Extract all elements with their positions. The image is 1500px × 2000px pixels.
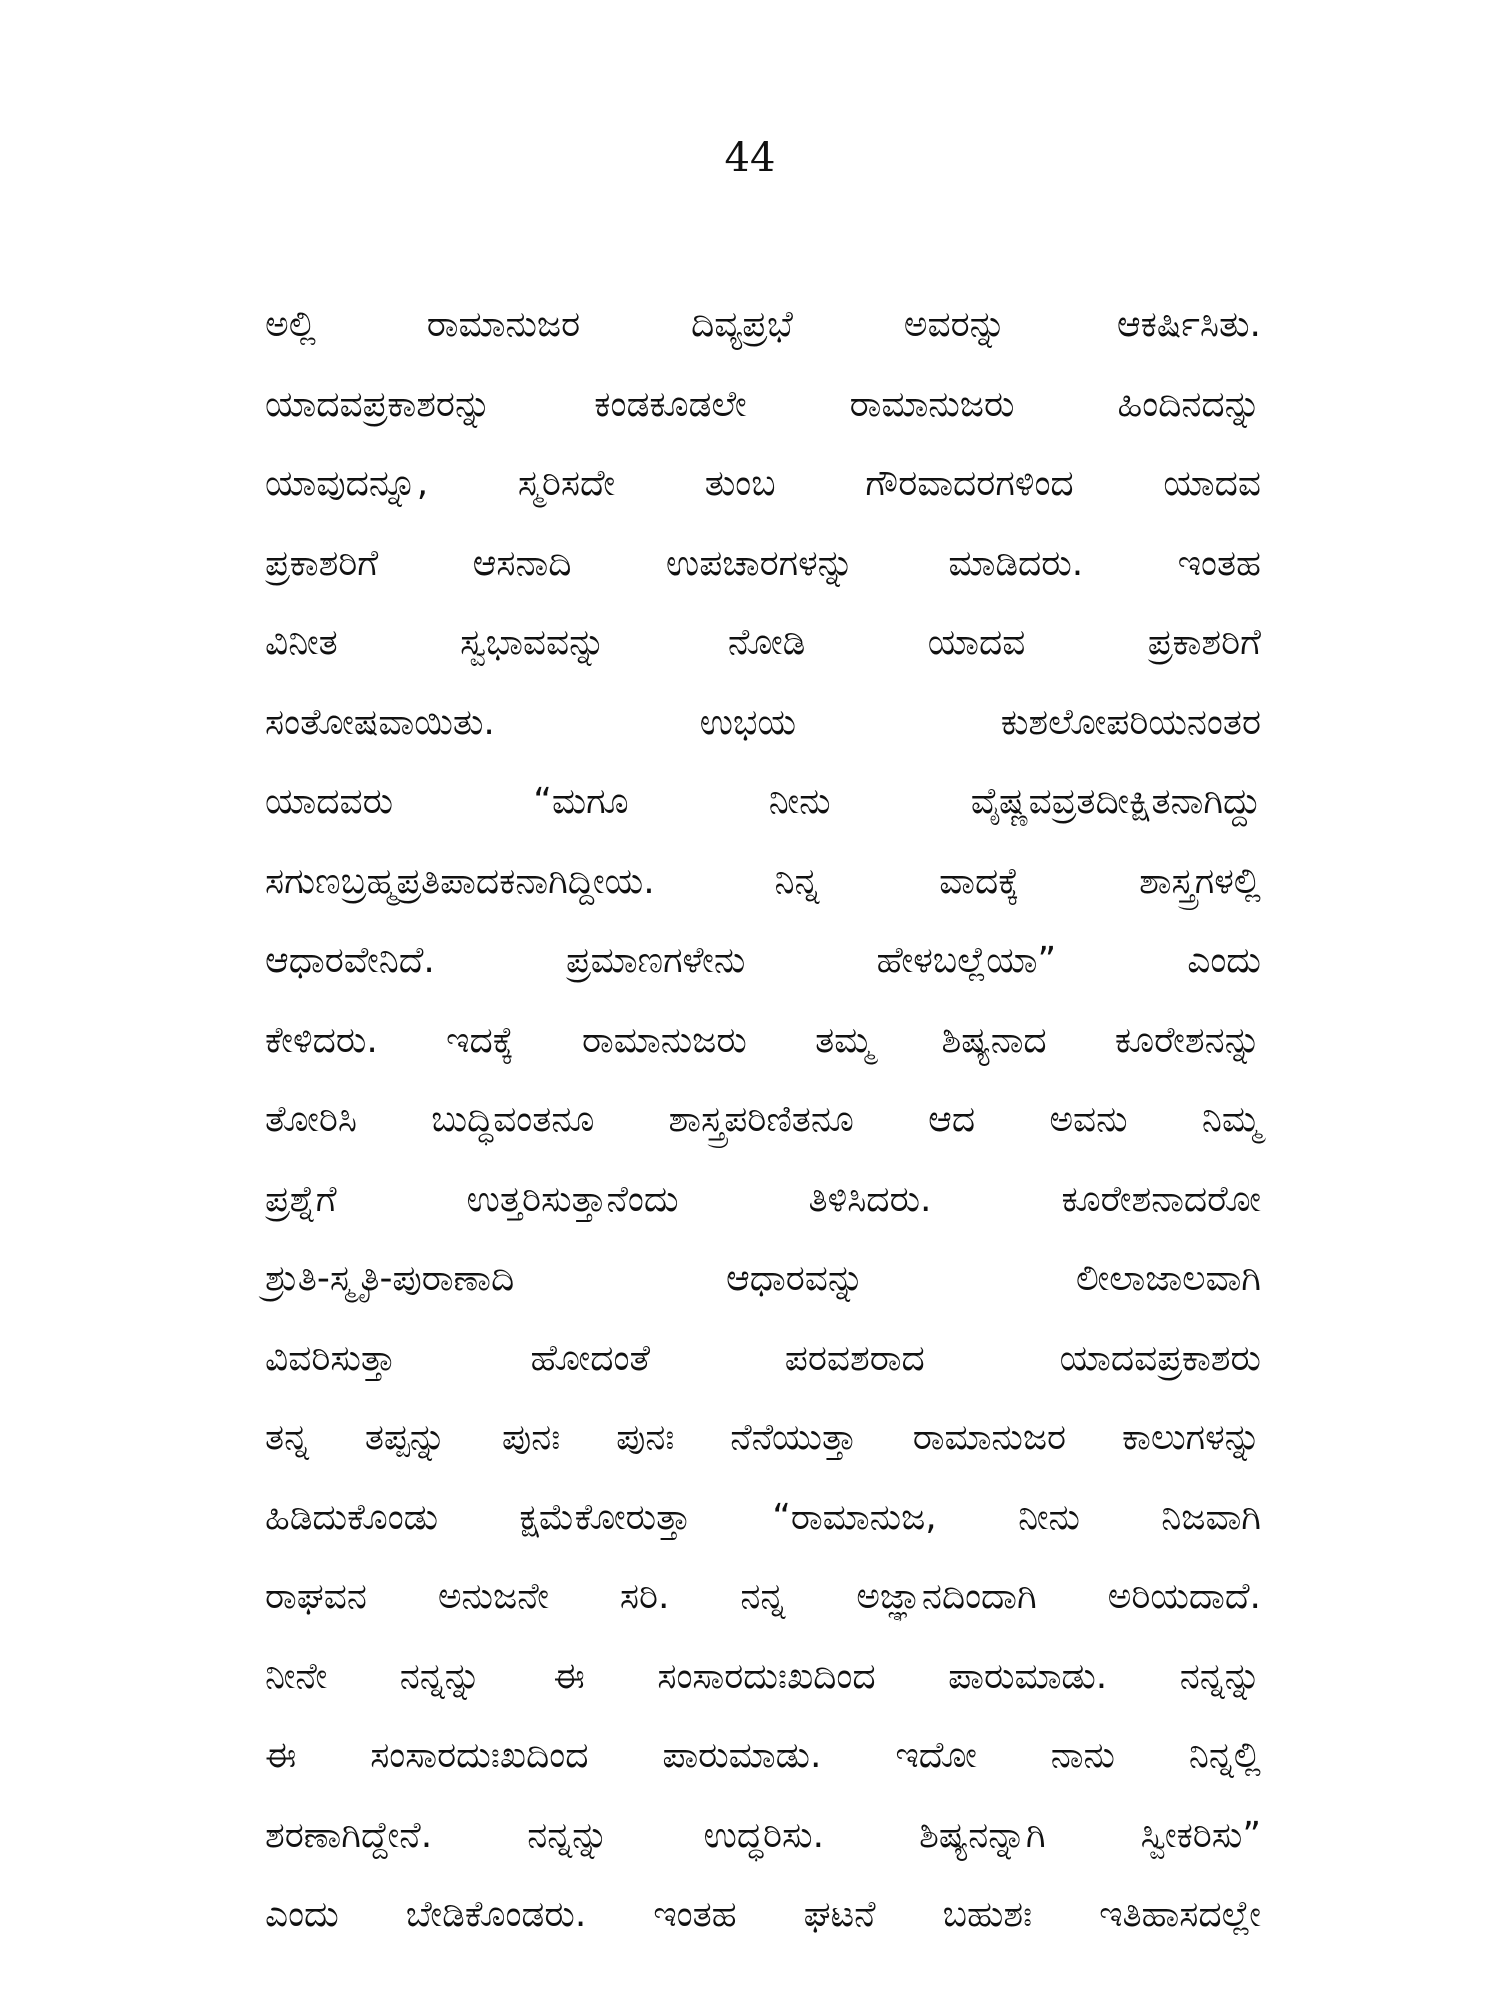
text-line: ವಿನೀತ ಸ್ವಭಾವವನ್ನು ನೋಡಿ ಯಾದವ ಪ್ರಕಾಶರಿಗೆ bbox=[265, 622, 1261, 663]
text-line: ತನ್ನ ತಪ್ಪನ್ನು ಪುನಃ ಪುನಃ ನೆನೆಯುತ್ತಾ ರಾಮಾನುಜರ ಕಾಲುಗಳನ್ನು bbox=[265, 1417, 1261, 1458]
text-line: ಯಾವುದನ್ನೂ, ಸ್ಮರಿಸದೇ ತುಂಬ ಗೌರವಾದರಗಳಿಂದ ಯಾದವ bbox=[265, 463, 1261, 504]
text-line: ಶರಣಾಗಿದ್ದೇನೆ. ನನ್ನನ್ನು ಉದ್ಧರಿಸು. ಶಿಷ್ಯನನ್ನಾಗಿ ಸ್ವೀಕರಿಸು” bbox=[265, 1814, 1261, 1856]
text-line: ಯಾದವಪ್ರಕಾಶರನ್ನು ಕಂಡಕೂಡಲೇ ರಾಮಾನುಜರು ಹಿಂದಿನದನ್ನು bbox=[265, 383, 1261, 425]
text-line: ಪ್ರಕಾಶರಿಗೆ ಆಸನಾದಿ ಉಪಚಾರಗಳನ್ನು ಮಾಡಿದರು. ಇಂತಹ bbox=[265, 542, 1261, 584]
text-line: ಸಂತೋಷವಾಯಿತು. ಉಭಯ ಕುಶಲೋಪರಿಯನಂತರ bbox=[265, 701, 1261, 743]
text-line: ವಿವರಿಸುತ್ತಾ ಹೋದಂತೆ ಪರವಶರಾದ ಯಾದವಪ್ರಕಾಶರು bbox=[265, 1337, 1261, 1379]
text-line: ಯಾದವರು “ಮಗೂ ನೀನು ವೈಷ್ಣವವ್ರತದೀಕ್ಷಿತನಾಗಿದ್ದು bbox=[265, 781, 1261, 822]
text-line: ನೀನೇ ನನ್ನನ್ನು ಈ ಸಂಸಾರದುಃಖದಿಂದ ಪಾರುಮಾಡು. ನನ್ನನ್ನು bbox=[265, 1655, 1261, 1697]
text-line: ಪ್ರಶ್ನೆಗೆ ಉತ್ತರಿಸುತ್ತಾನೆಂದು ತಿಳಿಸಿದರು. ಕೂರೇಶನಾದರೋ bbox=[265, 1178, 1261, 1220]
text-line: ತೋರಿಸಿ ಬುದ್ಧಿವಂತನೂ ಶಾಸ್ತ್ರಪರಿಣಿತನೂ ಆದ ಅವನು ನಿಮ್ಮ bbox=[265, 1099, 1261, 1140]
text-line: ಎಂದು ಬೇಡಿಕೊಂಡರು. ಇಂತಹ ಘಟನೆ ಬಹುಶಃ ಇತಿಹಾಸದಲ್ಲೇ bbox=[265, 1894, 1261, 1935]
text-line: ಈ ಸಂಸಾರದುಃಖದಿಂದ ಪಾರುಮಾಡು. ಇದೋ ನಾನು ನಿನ್ನಲ್ಲಿ bbox=[265, 1735, 1261, 1776]
text-line: ಸಗುಣಬ್ರಹ್ಮಪ್ರತಿಪಾದಕನಾಗಿದ್ದೀಯ. ನಿನ್ನ ವಾದಕ್ಕೆ ಶಾಸ್ತ್ರಗಳಲ್ಲಿ bbox=[265, 860, 1261, 902]
body-text bbox=[265, 285, 1261, 1955]
text-line: ಹಿಡಿದುಕೊಂಡು ಕ್ಷಮೆಕೋರುತ್ತಾ “ರಾಮಾನುಜ, ನೀನು ನಿಜವಾಗಿ bbox=[265, 1496, 1261, 1538]
text-line: ಕೇಳಿದರು. ಇದಕ್ಕೆ ರಾಮಾನುಜರು ತಮ್ಮ ಶಿಷ್ಯನಾದ ಕೂರೇಶನನ್ನು bbox=[265, 1019, 1261, 1061]
page-number: 44 bbox=[724, 135, 776, 181]
text-line: ರಾಘವನ ಅನುಜನೇ ಸರಿ. ನನ್ನ ಅಜ್ಞಾನದಿಂದಾಗಿ ಅರಿಯದಾದೆ. bbox=[265, 1576, 1261, 1617]
text-line: ಆಧಾರವೇನಿದೆ. ಪ್ರಮಾಣಗಳೇನು ಹೇಳಬಲ್ಲೆಯಾ” ಎಂದು bbox=[265, 940, 1261, 981]
text-line: ಅಲ್ಲಿ ರಾಮಾನುಜರ ದಿವ್ಯಪ್ರಭೆ ಅವರನ್ನು ಆಕರ್ಷಿಸಿತು. bbox=[265, 304, 1261, 345]
text-line: ಶ್ರುತಿ-ಸ್ಮೃತಿ-ಪುರಾಣಾದಿ ಆಧಾರವನ್ನು ಲೀಲಾಜಾಲವಾಗಿ bbox=[265, 1258, 1261, 1299]
